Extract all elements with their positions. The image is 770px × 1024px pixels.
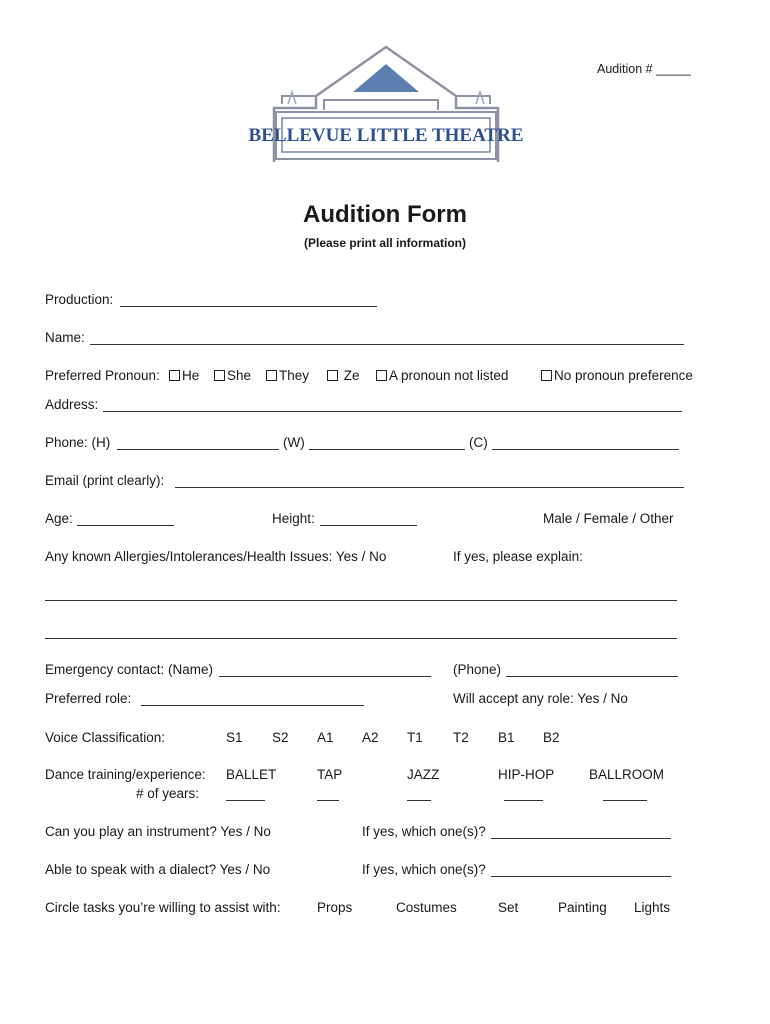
emergency-phone-label: (Phone) xyxy=(453,662,502,677)
task-lights[interactable]: Lights xyxy=(634,900,671,915)
email-label: Email (print clearly): xyxy=(45,473,165,488)
logo-text: BELLEVUE LITTLE THEATRE xyxy=(248,125,524,146)
dance-ballet: BALLET xyxy=(226,767,277,782)
pronoun-not-listed[interactable]: A pronoun not listed xyxy=(376,368,508,384)
height-label: Height: xyxy=(272,511,315,526)
allergies-explain-line-1[interactable] xyxy=(45,600,677,601)
height-field[interactable] xyxy=(320,525,417,526)
ballroom-years-field[interactable] xyxy=(603,800,647,801)
pronoun-he[interactable]: He xyxy=(169,368,199,384)
voice-option[interactable]: A1 xyxy=(317,730,334,745)
emergency-name-label: Emergency contact: (Name) xyxy=(45,662,214,677)
voice-option[interactable]: T1 xyxy=(407,730,423,745)
checkbox-icon xyxy=(541,370,552,381)
dance-label: Dance training/experience: xyxy=(45,767,206,782)
production-field[interactable] xyxy=(120,306,377,307)
emergency-name-field[interactable] xyxy=(219,676,431,677)
pronoun-she[interactable]: She xyxy=(214,368,251,384)
task-costumes[interactable]: Costumes xyxy=(396,900,457,915)
instrument-which-label: If yes, which one(s)? xyxy=(362,824,486,839)
instrument-field[interactable] xyxy=(491,838,671,839)
gender-options[interactable]: Male / Female / Other xyxy=(543,511,674,526)
pronoun-ze[interactable]: Ze xyxy=(327,368,360,384)
theatre-logo xyxy=(248,44,524,166)
address-label: Address: xyxy=(45,397,99,412)
preferred-role-label: Preferred role: xyxy=(45,691,132,706)
hip-hop-years-field[interactable] xyxy=(504,800,543,801)
allergies-explain-line-2[interactable] xyxy=(45,638,677,639)
page-title: Audition Form xyxy=(303,201,467,228)
audition-number: Audition # _____ xyxy=(597,62,691,76)
dance-ballroom: BALLROOM xyxy=(589,767,665,782)
checkbox-icon xyxy=(214,370,225,381)
allergies-label: Any known Allergies/Intolerances/Health Issues: Yes / No xyxy=(45,549,387,564)
task-props[interactable]: Props xyxy=(317,900,353,915)
pronoun-they[interactable]: They xyxy=(266,368,309,384)
phone-cell-field[interactable] xyxy=(492,449,679,450)
checkbox-icon xyxy=(266,370,277,381)
voice-option[interactable]: B1 xyxy=(498,730,515,745)
name-field[interactable] xyxy=(90,344,684,345)
phone-home-label: Phone: (H) xyxy=(45,435,111,450)
page-subtitle: (Please print all information) xyxy=(303,236,467,250)
email-field[interactable] xyxy=(175,487,684,488)
dance-jazz: JAZZ xyxy=(407,767,440,782)
phone-work-field[interactable] xyxy=(309,449,465,450)
production-label: Production: xyxy=(45,292,114,307)
tap-years-field[interactable] xyxy=(317,800,339,801)
dialect-label: Able to speak with a dialect? Yes / No xyxy=(45,862,271,877)
emergency-phone-field[interactable] xyxy=(506,676,678,677)
pronoun-no-preference[interactable]: No pronoun preference xyxy=(541,368,693,384)
checkbox-icon xyxy=(169,370,180,381)
phone-work-label: (W) xyxy=(283,435,305,450)
ballet-years-field[interactable] xyxy=(226,800,265,801)
pronoun-label: Preferred Pronoun: xyxy=(45,368,160,383)
instrument-label: Can you play an instrument? Yes / No xyxy=(45,824,271,839)
dance-tap: TAP xyxy=(317,767,343,782)
task-painting[interactable]: Painting xyxy=(558,900,607,915)
voice-option[interactable]: B2 xyxy=(543,730,560,745)
phone-home-field[interactable] xyxy=(117,449,279,450)
voice-option[interactable]: A2 xyxy=(362,730,379,745)
address-field[interactable] xyxy=(103,411,682,412)
task-set[interactable]: Set xyxy=(498,900,519,915)
dance-hip-hop: HIP-HOP xyxy=(498,767,555,782)
checkbox-icon xyxy=(376,370,387,381)
years-label: # of years: xyxy=(136,786,200,801)
name-label: Name: xyxy=(45,330,85,345)
phone-cell-label: (C) xyxy=(469,435,488,450)
accept-any-role[interactable]: Will accept any role: Yes / No xyxy=(453,691,628,706)
age-label: Age: xyxy=(45,511,73,526)
dialect-field[interactable] xyxy=(491,876,671,877)
dialect-which-label: If yes, which one(s)? xyxy=(362,862,486,877)
voice-option[interactable]: S1 xyxy=(226,730,243,745)
checkbox-icon xyxy=(327,370,338,381)
voice-option[interactable]: T2 xyxy=(453,730,469,745)
jazz-years-field[interactable] xyxy=(407,800,431,801)
tasks-label: Circle tasks you’re willing to assist with: xyxy=(45,900,281,915)
allergies-explain-label: If yes, please explain: xyxy=(453,549,583,564)
voice-option[interactable]: S2 xyxy=(272,730,289,745)
preferred-role-field[interactable] xyxy=(141,705,364,706)
voice-label: Voice Classification: xyxy=(45,730,166,745)
age-field[interactable] xyxy=(77,525,174,526)
